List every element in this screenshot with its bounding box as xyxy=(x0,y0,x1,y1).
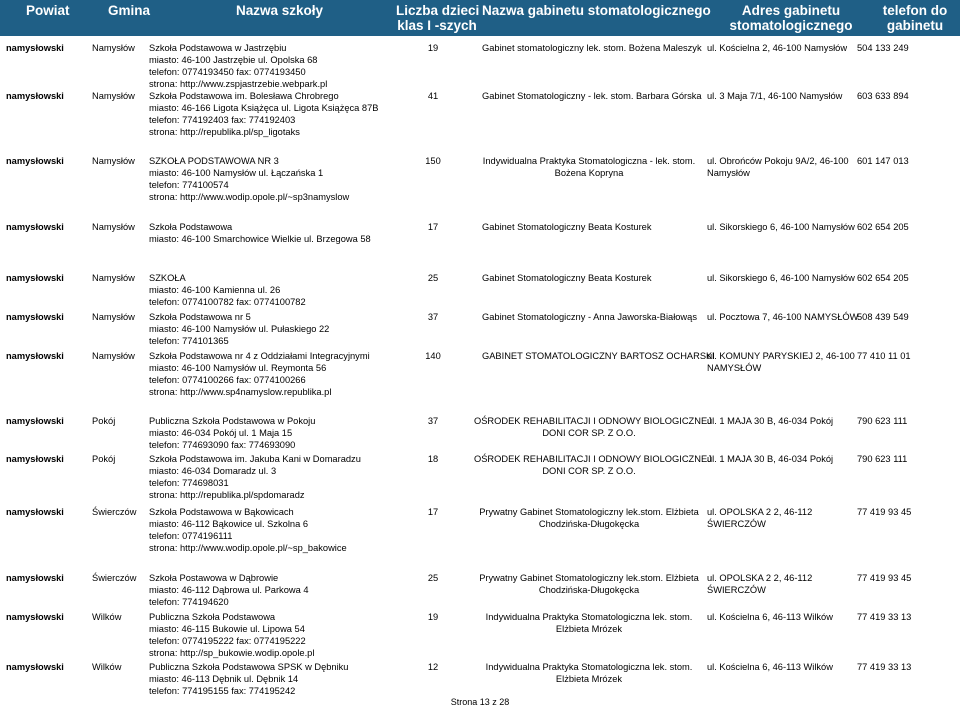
school-line: telefon: 774195155 fax: 774195242 xyxy=(149,686,296,696)
table-header xyxy=(0,0,960,36)
phone-cell: 602 654 205 xyxy=(857,273,909,283)
address-line: ŚWIERCZÓW xyxy=(707,585,766,595)
school-line: telefon: 0774100782 fax: 0774100782 xyxy=(149,297,306,307)
school-line: miasto: 46-100 Namysłów ul. Reymonta 56 xyxy=(149,363,327,373)
clinic-line: Chodzińska-Długokęcka xyxy=(538,585,640,595)
clinic-line: Indywidualna Praktyka Stomatologiczna - lek. stom. xyxy=(482,156,696,166)
school-line: Publiczna Szkoła Podstawowa w Pokoju xyxy=(149,416,316,426)
school-line: strona: http://www.wodip.opole.pl/~sp_bakowice xyxy=(149,543,347,553)
address-cell xyxy=(707,661,833,673)
header-clinic-name: Nazwa gabinetu stomatologicznego xyxy=(482,3,711,18)
address-line: ul. Sikorskiego 6, 46-100 Namysłów xyxy=(707,273,855,283)
school-line: strona: http://www.zspjastrzebie.webpark.pl xyxy=(149,79,328,89)
school-line: Szkoła Podstawowa xyxy=(149,222,233,232)
school-line: Szkoła Podstawowa im. Jakuba Kani w Domaradzu xyxy=(149,454,361,464)
gmina-cell: Wilków xyxy=(92,612,122,622)
address-line: ŚWIERCZÓW xyxy=(707,519,766,529)
school-line: Szkoła Podstawowa w Bąkowicach xyxy=(149,507,294,517)
gmina-cell: Namysłów xyxy=(92,273,135,283)
address-cell xyxy=(707,453,833,465)
clinic-cell xyxy=(482,221,652,233)
clinic-cell xyxy=(474,453,712,477)
phone-cell: 77 419 33 13 xyxy=(857,662,912,672)
school-line: miasto: 46-100 Namysłów ul. Łączańska 1 xyxy=(149,168,324,178)
clinic-line: Chodzińska-Długokęcka xyxy=(538,519,640,529)
address-cell xyxy=(707,221,855,233)
powiat-cell: namysłowski xyxy=(6,573,64,583)
children-count-cell: 140 xyxy=(425,351,441,361)
address-cell xyxy=(707,155,849,179)
clinic-line: OŚRODEK REHABILITACJI I ODNOWY BIOLOGICZNEJ xyxy=(474,416,712,426)
address-line: ul. OPOLSKA 2 2, 46-112 xyxy=(707,573,813,583)
address-line: NAMYSŁÓW xyxy=(707,363,762,373)
school-line: telefon: 774693090 fax: 774693090 xyxy=(149,440,296,450)
school-cell xyxy=(149,415,315,451)
powiat-cell: namysłowski xyxy=(6,222,64,232)
powiat-cell: namysłowski xyxy=(6,662,64,672)
school-cell xyxy=(149,350,370,398)
clinic-line: Gabinet Stomatologiczny - lek. stom. Barbara Górska xyxy=(482,91,702,101)
powiat-cell: namysłowski xyxy=(6,351,64,361)
children-count-cell: 17 xyxy=(427,507,439,517)
phone-cell: 508 439 549 xyxy=(857,312,909,322)
phone-cell: 77 419 93 45 xyxy=(857,573,912,583)
clinic-line: Elżbieta Mrózek xyxy=(555,674,623,684)
address-line: ul. Kościelna 6, 46-113 Wilków xyxy=(707,612,833,622)
school-line: telefon: 774100574 xyxy=(149,180,229,190)
clinic-cell xyxy=(482,311,697,323)
clinic-cell xyxy=(474,661,704,685)
address-line: ul. Obrońców Pokoju 9A/2, 46-100 xyxy=(707,156,849,166)
powiat-cell: namysłowski xyxy=(6,454,64,464)
school-line: Szkoła Postawowa w Dąbrowie xyxy=(149,573,279,583)
powiat-cell: namysłowski xyxy=(6,273,64,283)
school-line: Publiczna Szkoła Podstawowa SPSK w Dębniku xyxy=(149,662,349,672)
powiat-cell: namysłowski xyxy=(6,416,64,426)
address-cell xyxy=(707,572,812,596)
address-cell xyxy=(707,506,812,530)
children-count-cell: 17 xyxy=(427,222,439,232)
phone-cell: 77 419 33 13 xyxy=(857,612,912,622)
phone-cell: 601 147 013 xyxy=(857,156,909,166)
clinic-cell xyxy=(482,350,715,362)
school-line: telefon: 774192403 fax: 774192403 xyxy=(149,115,296,125)
school-line: telefon: 0774100266 fax: 0774100266 xyxy=(149,375,306,385)
school-line: Publiczna Szkoła Podstawowa xyxy=(149,612,276,622)
gmina-cell: Świerczów xyxy=(92,573,137,583)
school-line: telefon: 774194620 xyxy=(149,597,229,607)
school-line: miasto: 46-100 Jastrzębie ul. Opolska 68 xyxy=(149,55,318,65)
header-powiat: Powiat xyxy=(26,3,70,18)
address-line: Namysłów xyxy=(707,168,750,178)
children-count-cell: 37 xyxy=(427,312,439,322)
powiat-cell: namysłowski xyxy=(6,43,64,53)
school-line: miasto: 46-100 Smarchowice Wielkie ul. Brzegowa 58 xyxy=(149,234,371,244)
school-cell xyxy=(149,272,306,308)
clinic-line: Bożena Kopryna xyxy=(554,168,624,178)
school-line: telefon: 0774196111 xyxy=(149,531,233,541)
school-cell xyxy=(149,506,347,554)
powiat-cell: namysłowski xyxy=(6,156,64,166)
school-cell xyxy=(149,611,314,659)
clinic-cell xyxy=(474,155,704,179)
clinic-cell xyxy=(482,90,702,102)
school-line: Szkoła Podstawowa nr 5 xyxy=(149,312,251,322)
phone-cell: 790 623 111 xyxy=(857,416,908,426)
gmina-cell: Namysłów xyxy=(92,312,135,322)
school-line: Szkoła Podstawowa nr 4 z Oddziałami Integracyjnymi xyxy=(149,351,370,361)
header-school-name: Nazwa szkoły xyxy=(236,3,324,18)
children-count-cell: 37 xyxy=(427,416,439,426)
address-cell xyxy=(707,42,847,54)
phone-cell: 602 654 205 xyxy=(857,222,909,232)
school-line: miasto: 46-034 Pokój ul. 1 Maja 15 xyxy=(149,428,293,438)
clinic-line: Indywidualna Praktyka Stomatologiczna lek. stom. xyxy=(485,612,693,622)
gmina-cell: Namysłów xyxy=(92,156,135,166)
clinic-line: Gabinet Stomatologiczny Beata Kosturek xyxy=(482,222,652,232)
phone-cell: 77 419 93 45 xyxy=(857,507,912,517)
children-count-cell: 12 xyxy=(427,662,439,672)
clinic-cell xyxy=(474,415,712,439)
clinic-cell xyxy=(474,506,704,530)
school-line: strona: http://www.sp4namyslow.republika.pl xyxy=(149,387,332,397)
phone-cell: 77 410 11 01 xyxy=(857,351,911,361)
address-cell xyxy=(707,350,855,374)
address-line: ul. Kościelna 6, 46-113 Wilków xyxy=(707,662,833,672)
school-line: SZKOŁA xyxy=(149,273,186,283)
school-cell xyxy=(149,42,327,90)
clinic-line: DONI COR SP. Z O.O. xyxy=(542,428,636,438)
header-children-count: Liczba dzieci klas I -szych xyxy=(396,3,480,33)
school-line: strona: http://republika.pl/sp_ligotaks xyxy=(149,127,300,137)
address-cell xyxy=(707,611,833,623)
clinic-line: GABINET STOMATOLOGICZNY BARTOSZ OCHARSKI xyxy=(482,351,715,361)
school-line: strona: http://www.wodip.opole.pl/~sp3namyslow xyxy=(149,192,350,202)
clinic-line: Prywatny Gabinet Stomatologiczny lek.stom. Elżbieta xyxy=(479,507,699,517)
school-cell xyxy=(149,572,309,608)
header-gmina: Gmina xyxy=(108,3,151,18)
school-line: telefon: 0774195222 fax: 0774195222 xyxy=(149,636,306,646)
clinic-line: Indywidualna Praktyka Stomatologiczna lek. stom. xyxy=(485,662,693,672)
address-cell xyxy=(707,272,855,284)
address-cell xyxy=(707,311,858,323)
clinic-cell xyxy=(474,572,704,596)
clinic-line: Prywatny Gabinet Stomatologiczny lek.stom. Elżbieta xyxy=(479,573,699,583)
school-line: strona: http://sp_bukowie.wodip.opole.pl xyxy=(149,648,315,658)
school-line: strona: http://republika.pl/spdomaradz xyxy=(149,490,305,500)
school-cell xyxy=(149,221,371,245)
school-line: miasto: 46-100 Kamienna ul. 26 xyxy=(149,285,281,295)
school-line: miasto: 46-034 Domaradz ul. 3 xyxy=(149,466,277,476)
school-cell xyxy=(149,311,329,347)
clinic-line: Elżbieta Mrózek xyxy=(555,624,623,634)
header-clinic-address: Adres gabinetu stomatologicznego xyxy=(729,3,853,33)
gmina-cell: Namysłów xyxy=(92,351,135,361)
children-count-cell: 150 xyxy=(425,156,441,166)
address-cell xyxy=(707,90,842,102)
clinic-cell xyxy=(474,611,704,635)
gmina-cell: Wilków xyxy=(92,662,122,672)
gmina-cell: Pokój xyxy=(92,416,116,426)
address-cell xyxy=(707,415,833,427)
school-line: miasto: 46-112 Bąkowice ul. Szkolna 6 xyxy=(149,519,308,529)
address-line: ul. 1 MAJA 30 B, 46-034 Pokój xyxy=(707,454,834,464)
clinic-line: DONI COR SP. Z O.O. xyxy=(542,466,636,476)
school-cell xyxy=(149,453,361,501)
phone-cell: 603 633 894 xyxy=(857,91,909,101)
school-line: miasto: 46-115 Bukowie ul. Lipowa 54 xyxy=(149,624,305,634)
school-cell xyxy=(149,155,349,203)
clinic-cell xyxy=(482,272,652,284)
address-line: ul. 3 Maja 7/1, 46-100 Namysłów xyxy=(707,91,843,101)
gmina-cell: Namysłów xyxy=(92,91,135,101)
school-line: SZKOŁA PODSTAWOWA NR 3 xyxy=(149,156,279,166)
address-line: ul. OPOLSKA 2 2, 46-112 xyxy=(707,507,813,517)
school-cell xyxy=(149,661,348,697)
clinic-line: Gabinet stomatologiczny lek. stom. Bożena Maleszyk xyxy=(482,43,702,53)
children-count-cell: 41 xyxy=(427,91,439,101)
header-clinic-phone: telefon do gabinetu xyxy=(882,3,948,33)
children-count-cell: 18 xyxy=(427,454,439,464)
school-line: miasto: 46-113 Dębnik ul. Dębnik 14 xyxy=(149,674,299,684)
phone-cell: 790 623 111 xyxy=(857,454,908,464)
clinic-line: OŚRODEK REHABILITACJI I ODNOWY BIOLOGICZNEJ xyxy=(474,454,712,464)
address-line: ul. Sikorskiego 6, 46-100 Namysłów xyxy=(707,222,855,232)
address-line: ul. Kościelna 2, 46-100 Namysłów xyxy=(707,43,848,53)
school-line: miasto: 46-166 Ligota Książęca ul. Ligota Książęca 87B xyxy=(149,103,379,113)
school-line: Szkoła Podstawowa im. Bolesława Chrobrego xyxy=(149,91,339,101)
children-count-cell: 19 xyxy=(427,612,439,622)
powiat-cell: namysłowski xyxy=(6,507,64,517)
powiat-cell: namysłowski xyxy=(6,91,64,101)
school-line: telefon: 774101365 xyxy=(149,336,229,346)
clinic-line: Gabinet Stomatologiczny Beata Kosturek xyxy=(482,273,652,283)
address-line: ul. Pocztowa 7, 46-100 NAMYSŁÓW xyxy=(707,312,859,322)
address-line: ul. 1 MAJA 30 B, 46-034 Pokój xyxy=(707,416,834,426)
school-line: miasto: 46-112 Dąbrowa ul. Parkowa 4 xyxy=(149,585,309,595)
powiat-cell: namysłowski xyxy=(6,312,64,322)
children-count-cell: 19 xyxy=(427,43,439,53)
school-line: miasto: 46-100 Namysłów ul. Pułaskiego 22 xyxy=(149,324,330,334)
school-line: Szkoła Podstawowa w Jastrzębiu xyxy=(149,43,287,53)
school-line: telefon: 774698031 xyxy=(149,478,229,488)
address-line: ul. KOMUNY PARYSKIEJ 2, 46-100 xyxy=(707,351,855,361)
clinic-cell xyxy=(482,42,702,54)
school-line: telefon: 0774193450 fax: 0774193450 xyxy=(149,67,306,77)
gmina-cell: Namysłów xyxy=(92,222,135,232)
powiat-cell: namysłowski xyxy=(6,612,64,622)
children-count-cell: 25 xyxy=(427,273,439,283)
gmina-cell: Pokój xyxy=(92,454,116,464)
phone-cell: 504 133 249 xyxy=(857,43,909,53)
clinic-line: Gabinet Stomatologiczny - Anna Jaworska-Białowąs xyxy=(482,312,697,322)
gmina-cell: Świerczów xyxy=(92,507,137,517)
school-cell xyxy=(149,90,378,138)
children-count-cell: 25 xyxy=(427,573,439,583)
page-number: Strona 13 z 28 xyxy=(450,697,510,707)
gmina-cell: Namysłów xyxy=(92,43,135,53)
